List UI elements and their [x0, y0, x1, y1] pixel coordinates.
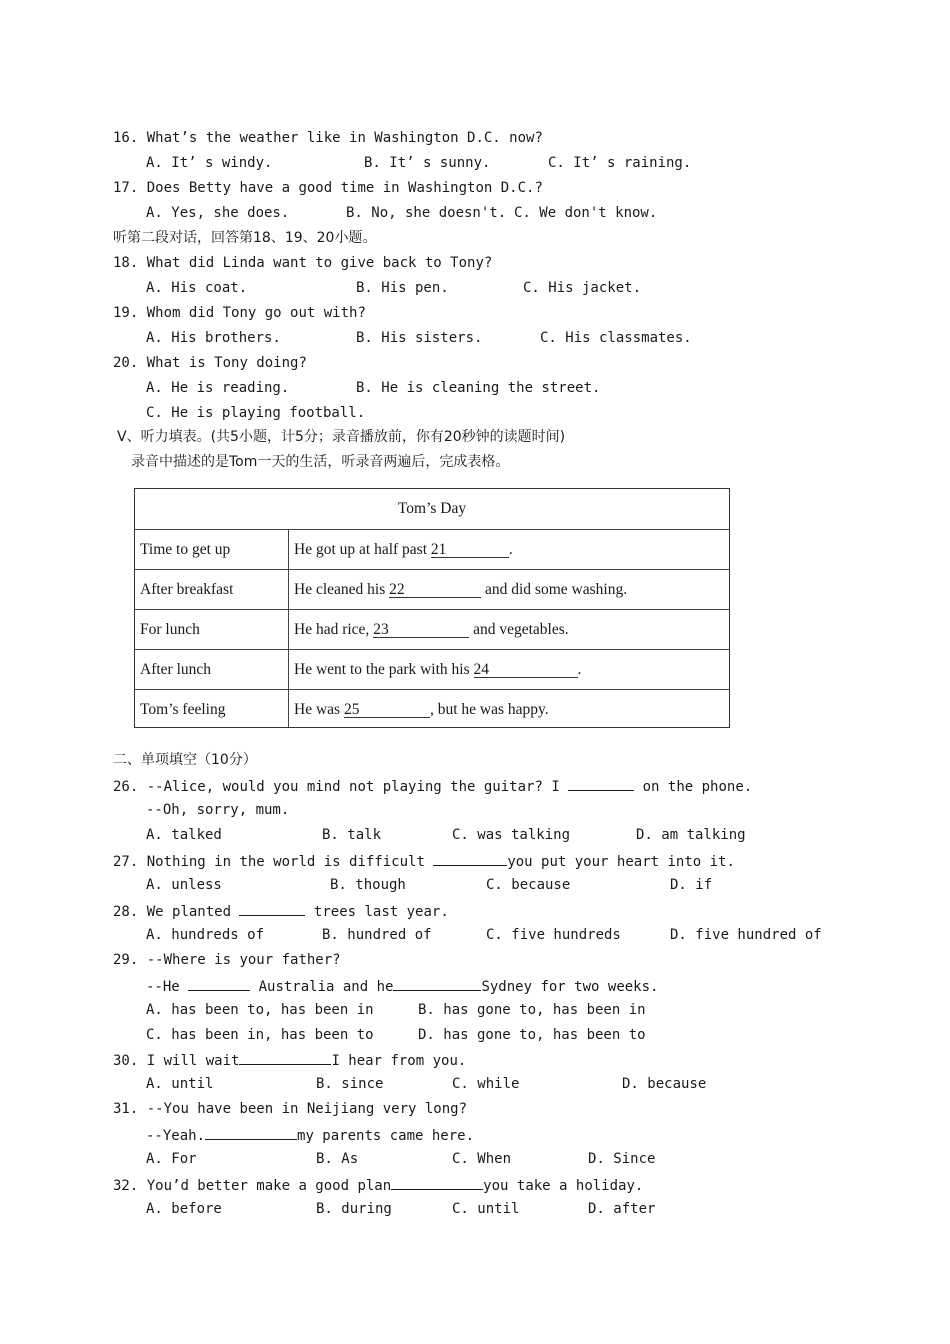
- blank-23[interactable]: [373, 623, 469, 638]
- q29-option-d: D. has gone to, has been to: [418, 1027, 646, 1043]
- q32-option-c: C. until: [452, 1201, 520, 1217]
- q26-option-b: B. talk: [322, 827, 382, 843]
- q30-option-b: B. since: [316, 1076, 384, 1092]
- question-31: [113, 1100, 467, 1118]
- question-number: 30.: [113, 1053, 139, 1069]
- q31-option-a: A. For: [146, 1151, 197, 1167]
- question-text: You’d better make a good plan: [146, 1178, 392, 1194]
- q17-option-c: C. We don't know.: [514, 205, 658, 221]
- question-28: [113, 901, 449, 921]
- table-row: [135, 529, 729, 569]
- answer-blank[interactable]: [239, 1050, 331, 1065]
- question-number: 32.: [113, 1178, 139, 1194]
- section-5-title: Ⅴ、听力填表。(共5小题，计5分；录音播放前，你有20秒钟的读题时间): [117, 429, 566, 445]
- q28-option-d: D. five hundred of: [670, 927, 822, 943]
- question-number: 16.: [113, 130, 139, 146]
- q29-option-b: B. has gone to, has been in: [418, 1002, 646, 1018]
- question-number: 31.: [113, 1101, 139, 1117]
- q18-option-c: C. His jacket.: [523, 280, 642, 296]
- row-content: [289, 650, 729, 689]
- q27-option-c: C. because: [486, 877, 571, 893]
- question-text-after: I hear from you.: [331, 1053, 467, 1069]
- q20-option-c: C. He is playing football.: [146, 405, 366, 421]
- question-27: [113, 851, 735, 871]
- row-label: Tom’s feeling: [135, 690, 289, 727]
- q30-option-c: C. while: [452, 1076, 520, 1092]
- answer-blank[interactable]: [239, 901, 305, 916]
- table-row: [135, 689, 729, 727]
- q28-option-a: A. hundreds of: [146, 927, 265, 943]
- q32-option-a: A. before: [146, 1201, 222, 1217]
- row-text-after: and vegetables.: [473, 621, 569, 638]
- question-text: --Where is your father?: [146, 952, 341, 968]
- q16-option-b: B. It’ s sunny.: [364, 155, 491, 171]
- blank-number: 21: [430, 541, 447, 558]
- question-number: 28.: [113, 904, 139, 920]
- row-text-before: He was: [294, 701, 341, 718]
- answer-blank[interactable]: [391, 1175, 483, 1190]
- blank-number: 25: [343, 701, 360, 718]
- question-text-after: Sydney for two weeks.: [481, 979, 659, 995]
- question-text: We planted: [146, 904, 232, 920]
- question-text: --Yeah.: [146, 1128, 206, 1144]
- question-18: [113, 254, 492, 272]
- q26-option-a: A. talked: [146, 827, 222, 843]
- question-26: [113, 776, 752, 796]
- row-text-before: He cleaned his: [294, 581, 386, 598]
- question-30: [113, 1050, 466, 1070]
- toms-day-table: [134, 488, 730, 728]
- question-text: What did Linda want to give back to Tony?: [146, 255, 493, 271]
- row-label: For lunch: [135, 610, 289, 649]
- q28-option-b: B. hundred of: [322, 927, 432, 943]
- q28-option-c: C. five hundreds: [486, 927, 621, 943]
- question-text: What’s the weather like in Washington D.C. now?: [146, 130, 543, 146]
- q16-option-a: A. It’ s windy.: [146, 155, 273, 171]
- q16-option-c: C. It’ s raining.: [548, 155, 692, 171]
- table-row: [135, 569, 729, 609]
- row-label: After breakfast: [135, 570, 289, 609]
- blank-number: 24: [473, 661, 490, 678]
- row-content: [289, 530, 729, 569]
- question-text-after: trees last year.: [313, 904, 449, 920]
- question-19: [113, 304, 366, 322]
- row-label: After lunch: [135, 650, 289, 689]
- answer-blank[interactable]: [393, 976, 481, 991]
- q20-option-a: A. He is reading.: [146, 380, 290, 396]
- question-number: 27.: [113, 854, 139, 870]
- row-text-after: , but he was happy.: [429, 701, 549, 718]
- q32-option-d: D. after: [588, 1201, 656, 1217]
- table-title: Tom’s Day: [397, 500, 467, 517]
- question-16: [113, 129, 543, 147]
- row-text-after: and did some washing.: [485, 581, 628, 598]
- row-text-after: .: [508, 541, 513, 558]
- question-text: --He: [146, 979, 180, 995]
- question-text: I will wait: [146, 1053, 240, 1069]
- question-text: Does Betty have a good time in Washington D.C.?: [146, 180, 543, 196]
- answer-blank[interactable]: [205, 1125, 297, 1140]
- section-2-title: 二、单项填空（10分）: [113, 752, 257, 768]
- q19-option-a: A. His brothers.: [146, 330, 281, 346]
- q31-option-c: C. When: [452, 1151, 512, 1167]
- q17-option-b: B. No, she doesn't.: [346, 205, 507, 221]
- q30-option-a: A. until: [146, 1076, 214, 1092]
- q32-option-b: B. during: [316, 1201, 392, 1217]
- question-17: [113, 179, 543, 197]
- q19-option-c: C. His classmates.: [540, 330, 692, 346]
- q18-option-a: A. His coat.: [146, 280, 248, 296]
- q18-option-b: B. His pen.: [356, 280, 449, 296]
- question-text: What is Tony doing?: [146, 355, 307, 371]
- question-text-after: my parents came here.: [297, 1128, 475, 1144]
- question-number: 17.: [113, 180, 139, 196]
- question-32: [113, 1175, 643, 1195]
- q29-reply: [146, 976, 658, 996]
- blank-21[interactable]: [431, 543, 509, 558]
- question-number: 18.: [113, 255, 139, 271]
- q26-reply: --Oh, sorry, mum.: [146, 802, 290, 818]
- row-content: [289, 690, 729, 727]
- row-content: [289, 570, 729, 609]
- q30-option-d: D. because: [622, 1076, 707, 1092]
- question-text-after: you put your heart into it.: [507, 854, 735, 870]
- answer-blank[interactable]: [568, 776, 634, 791]
- question-number: 19.: [113, 305, 139, 321]
- q27-option-b: B. though: [330, 877, 406, 893]
- q27-option-a: A. unless: [146, 877, 222, 893]
- table-row: [135, 649, 729, 689]
- q31-option-b: B. As: [316, 1151, 359, 1167]
- question-text-middle: Australia and he: [258, 979, 394, 995]
- question-text: Nothing in the world is difficult: [146, 854, 425, 870]
- question-number: 29.: [113, 952, 139, 968]
- row-text-before: He went to the park with his: [294, 661, 470, 678]
- instruction-dialogue-2: 听第二段对话，回答第18、19、20小题。: [113, 230, 377, 246]
- blank-22[interactable]: [389, 583, 481, 598]
- blank-number: 23: [373, 621, 389, 638]
- q31-option-d: D. Since: [588, 1151, 656, 1167]
- row-text-before: He got up at half past: [294, 541, 428, 558]
- q29-option-a: A. has been to, has been in: [146, 1002, 374, 1018]
- blank-24[interactable]: [474, 663, 578, 678]
- q19-option-b: B. His sisters.: [356, 330, 483, 346]
- q26-option-c: C. was talking: [452, 827, 571, 843]
- question-29: [113, 951, 341, 969]
- question-20: [113, 354, 307, 372]
- q26-option-d: D. am talking: [636, 827, 746, 843]
- q27-option-d: D. if: [670, 877, 713, 893]
- section-5-intro: 录音中描述的是Tom一天的生活，听录音两遍后，完成表格。: [131, 454, 510, 470]
- row-label: Time to get up: [135, 530, 289, 569]
- table-row: [135, 609, 729, 649]
- answer-blank[interactable]: [188, 976, 250, 991]
- blank-number: 22: [389, 581, 405, 598]
- q20-option-b: B. He is cleaning the street.: [356, 380, 601, 396]
- question-text: --You have been in Neijiang very long?: [146, 1101, 468, 1117]
- question-text-after: you take a holiday.: [483, 1178, 644, 1194]
- row-content: [289, 610, 729, 649]
- row-text-before: He had rice,: [294, 621, 370, 638]
- answer-blank[interactable]: [433, 851, 507, 866]
- q17-option-a: A. Yes, she does.: [146, 205, 290, 221]
- q29-option-c: C. has been in, has been to: [146, 1027, 374, 1043]
- question-text: Whom did Tony go out with?: [146, 305, 366, 321]
- q31-reply: [146, 1125, 474, 1145]
- question-number: 26.: [113, 779, 139, 795]
- question-text: --Alice, would you mind not playing the guitar? I: [146, 779, 560, 795]
- row-text-after: .: [577, 661, 582, 678]
- question-number: 20.: [113, 355, 139, 371]
- blank-25[interactable]: [344, 703, 430, 718]
- question-text-after: on the phone.: [642, 779, 753, 795]
